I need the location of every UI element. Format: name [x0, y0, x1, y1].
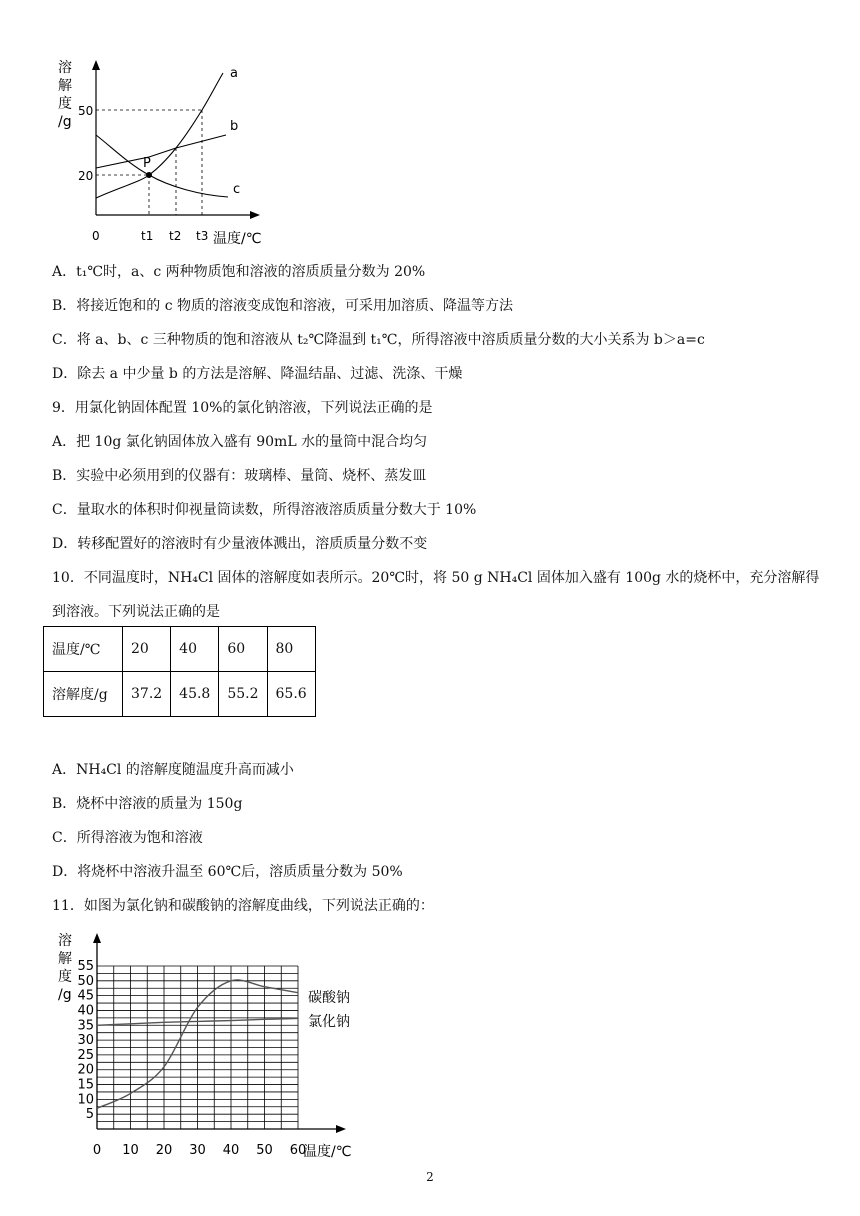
solubility-chart-na2co3-nacl [50, 928, 380, 1168]
q10-option-d: D．将烧杯中溶液升温至 60℃后，溶质质量分数为 50% [52, 864, 403, 880]
y-label-char: 溶 [58, 933, 72, 949]
y-label-char: 溶 [58, 60, 72, 76]
y-tick-label: 30 [77, 1033, 94, 1049]
table-cell: 45.8 [171, 672, 219, 717]
q9-option-a: A．把 10g 氯化钠固体放入盛有 90mL 水的量筒中混合均匀 [52, 434, 428, 450]
table-row [44, 627, 316, 672]
table-cell: 37.2 [123, 672, 171, 717]
nh4cl-solubility-table [43, 626, 316, 717]
point-p [146, 172, 152, 178]
q8-option-c: C．将 a、b、c 三种物质的饱和溶液从 t₂℃降温到 t₁℃，所得溶液中溶质质量分数的大小关系为 b＞a=c [52, 332, 705, 348]
q9-stem: 9．用氯化钠固体配置 10%的氯化钠溶液，下列说法正确的是 [52, 400, 433, 416]
x-tick-t2: t2 [169, 229, 182, 243]
q9-option-c: C．量取水的体积时仰视量筒读数，所得溶液溶质质量分数大于 10% [52, 502, 477, 518]
y-tick-label: 55 [77, 959, 94, 974]
y-label-char: /g [58, 987, 72, 1003]
x-tick-label: 30 [189, 1143, 206, 1158]
x-axis-label: 温度/℃ [213, 231, 262, 247]
q8-option-b: B．将接近饱和的 c 物质的溶液变成饱和溶液，可采用加溶质、降温等方法 [52, 298, 514, 314]
q10-option-c: C．所得溶液为饱和溶液 [52, 830, 203, 846]
curve-b-label: b [230, 119, 239, 134]
y-axis-label [58, 59, 72, 130]
x-tick-label: 50 [256, 1143, 273, 1158]
y-tick-label: 40 [77, 1003, 94, 1019]
table-cell: 55.2 [219, 672, 267, 717]
x-axis-arrow [336, 1125, 346, 1133]
y-label-char: /g [58, 114, 72, 130]
y-tick-label: 5 [85, 1107, 94, 1123]
q10-option-a: A．NH₄Cl 的溶解度随温度升高而减小 [52, 762, 294, 778]
q9-option-b: B．实验中必须用到的仪器有：玻璃棒、量筒、烧杯、蒸发皿 [52, 468, 427, 484]
q8-option-d: D．除去 a 中少量 b 的方法是溶解、降温结晶、过滤、洗涤、干燥 [52, 366, 463, 382]
curve-c-label: c [233, 182, 241, 197]
x-axis-label: 温度/℃ [303, 1144, 352, 1160]
curve-c [96, 135, 228, 197]
y-tick-20: 20 [78, 169, 94, 183]
curve-a-label: a [230, 66, 238, 81]
q8-option-a: A．t₁℃时，a、c 两种物质饱和溶液的溶质质量分数为 20% [52, 264, 426, 280]
q10-stem: 10．不同温度时，NH₄Cl 固体的溶解度如表所示。20℃时，将 50 g NH₄Cl 固体加入盛有 100g 水的烧杯中，充分溶解得到溶液。下列说法正确的是 [52, 570, 820, 620]
x-tick-label: 20 [155, 1143, 173, 1158]
x-tick-t1: t1 [141, 229, 154, 243]
y-tick-label: 50 [77, 973, 94, 989]
table-cell: 80 [267, 627, 315, 672]
origin-label: 0 [92, 229, 100, 243]
x-axis-arrow [250, 211, 260, 219]
y-label-char: 解 [58, 78, 72, 94]
y-label-char: 度 [58, 96, 72, 112]
legend-na2co3: 碳酸钠 [308, 990, 350, 1006]
table-row [44, 672, 316, 717]
y-axis-arrow [92, 60, 100, 70]
y-tick-label: 25 [77, 1047, 94, 1063]
x-tick-label: 10 [122, 1143, 139, 1158]
page-number: 2 [426, 1170, 434, 1184]
y-tick-label: 10 [77, 1092, 94, 1108]
x-tick-label: 60 [289, 1143, 307, 1158]
q11-stem: 11．如图为氯化钠和碳酸钠的溶解度曲线，下列说法正确的： [52, 898, 434, 914]
solubility-chart-abc [50, 55, 330, 255]
y-tick-label: 20 [77, 1062, 94, 1078]
chart-grid [97, 966, 298, 1129]
x-tick-t3: t3 [196, 229, 209, 243]
table-cell: 65.6 [267, 672, 315, 717]
y-tick-50: 50 [78, 104, 94, 118]
q9-option-d: D．转移配置好的溶液时有少量液体溅出，溶质质量分数不变 [52, 536, 428, 552]
x-tick-label: 0 [92, 1143, 102, 1158]
y-axis-arrow [93, 933, 101, 943]
table-cell: 温度/℃ [44, 627, 123, 672]
y-label-char: 解 [58, 951, 72, 967]
table-cell: 溶解度/g [44, 672, 123, 717]
y-label-char: 度 [58, 969, 72, 985]
q10-option-b: B．烧杯中溶液的质量为 150g [52, 796, 243, 812]
curve-a [96, 73, 223, 198]
y-tick-label: 45 [77, 988, 94, 1004]
table-cell: 20 [123, 627, 171, 672]
x-tick-label: 40 [222, 1143, 240, 1158]
y-tick-label: 35 [77, 1018, 94, 1034]
table-cell: 40 [171, 627, 219, 672]
table-cell: 60 [219, 627, 267, 672]
point-p-label: P [143, 156, 151, 171]
y-tick-label: 15 [77, 1077, 94, 1093]
y-axis-label [58, 932, 72, 1003]
legend-nacl: 氯化钠 [308, 1014, 350, 1030]
